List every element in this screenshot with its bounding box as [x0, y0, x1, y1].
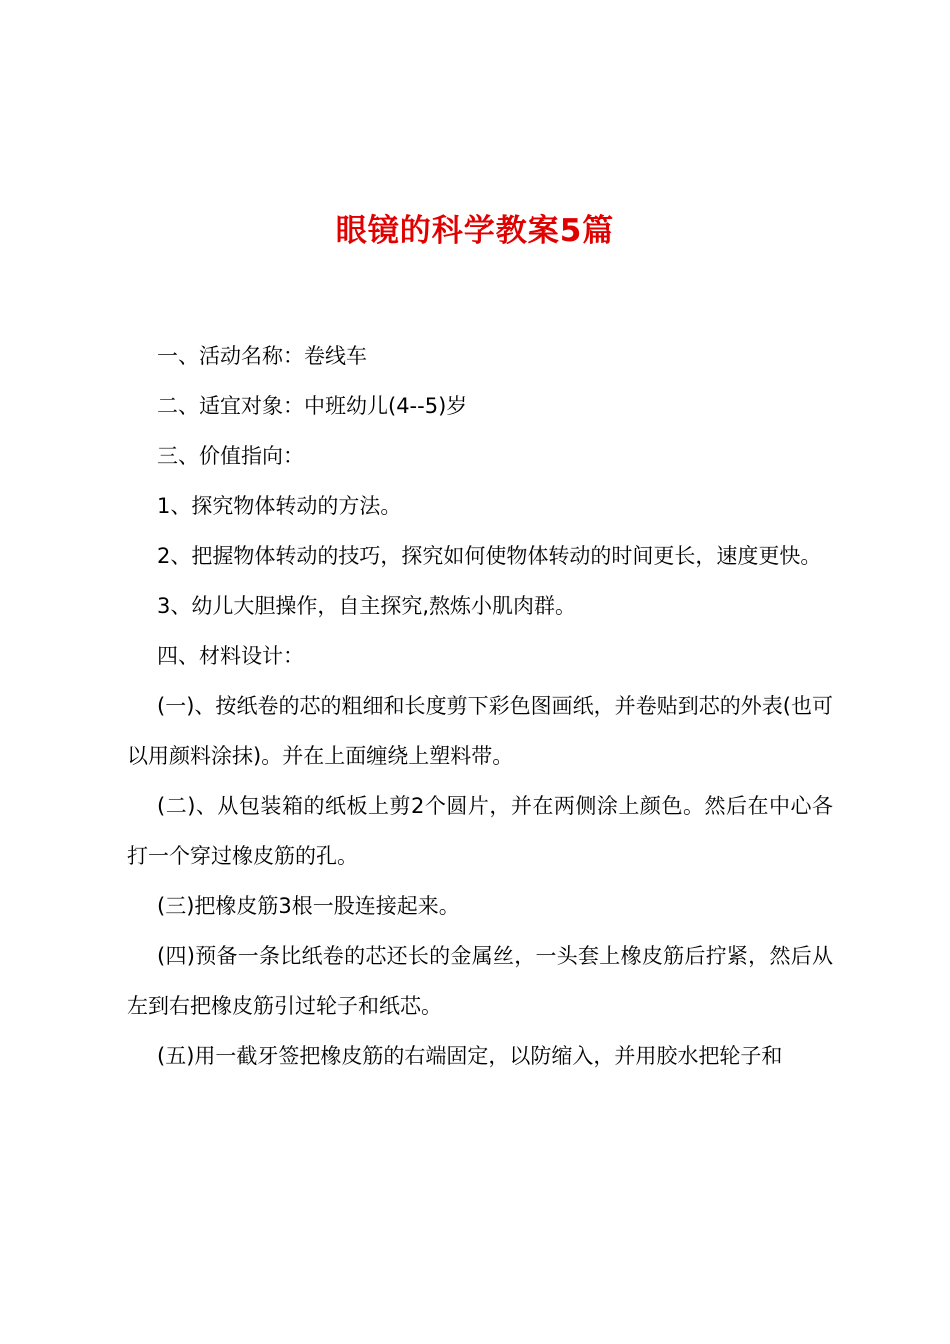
paragraph-target-audience: 二、适宜对象：中班幼儿(4--5)岁 [157, 394, 468, 418]
paragraph-goal-3: 3、幼儿大胆操作，自主探究,熬炼小肌肉群。 [157, 594, 577, 618]
paragraph-step-1: (一)、按纸卷的芯的粗细和长度剪下彩色图画纸，并卷贴到芯的外表(也可以用颜料涂抹)。并在上面缠绕上塑料带。 [127, 694, 833, 768]
paragraph-step-5: (五)用一截牙签把橡皮筋的右端固定，以防缩入，并用胶水把轮子和 [157, 1044, 783, 1068]
paragraph-goal-1: 1、探究物体转动的方法。 [157, 494, 402, 518]
paragraph-goal-2: 2、把握物体转动的技巧，探究如何使物体转动的时间更长，速度更快。 [157, 544, 822, 568]
document-body [127, 331, 833, 1081]
paragraph-step-3: (三)把橡皮筋3根一股连接起来。 [157, 894, 460, 918]
paragraph-value-orientation: 三、价值指向： [157, 444, 304, 468]
paragraph-activity-name: 一、活动名称：卷线车 [157, 344, 367, 368]
paragraph-material-design: 四、材料设计： [157, 644, 304, 668]
paragraph-step-4: (四)预备一条比纸卷的芯还长的金属丝，一头套上橡皮筋后拧紧，然后从左到右把橡皮筋引过轮子和纸芯。 [127, 944, 833, 1018]
paragraph-step-2: (二)、从包装箱的纸板上剪2个圆片，并在两侧涂上颜色。然后在中心各打一个穿过橡皮筋的孔。 [127, 794, 833, 868]
document-title: 眼镜的科学教案5篇 [335, 213, 615, 249]
